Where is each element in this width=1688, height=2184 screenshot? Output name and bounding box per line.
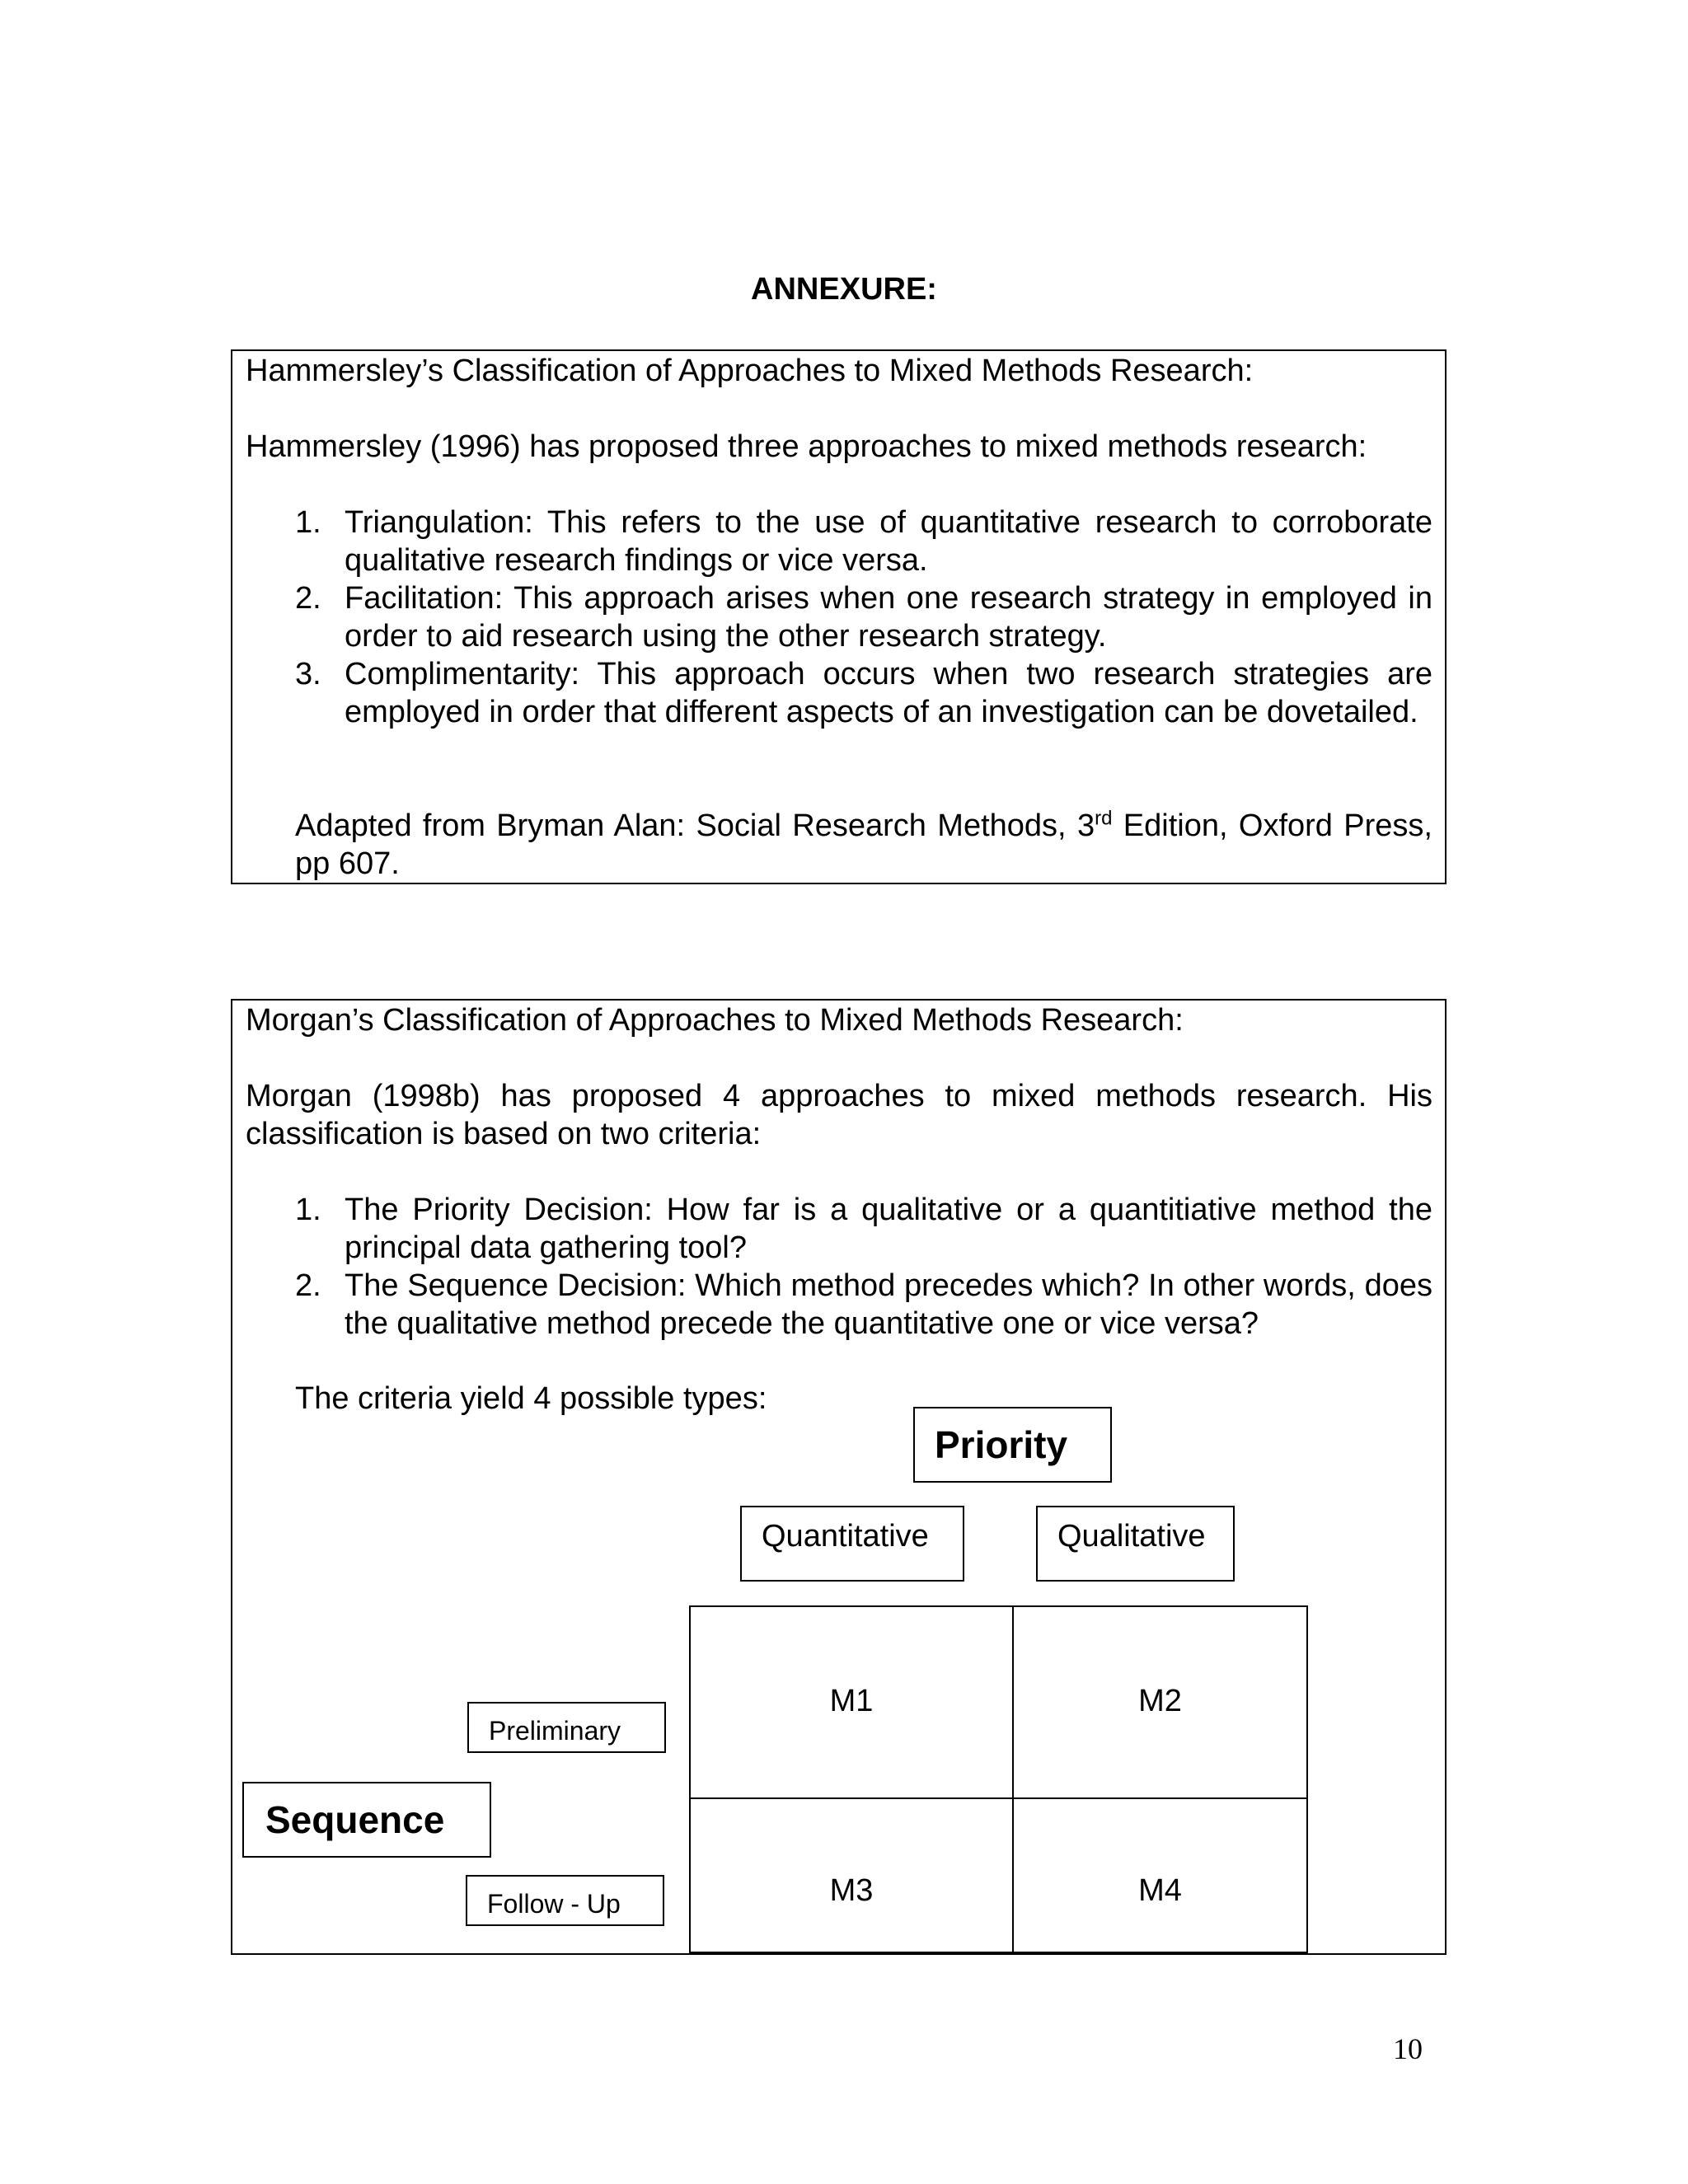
morgan-heading: Morgan’s Classification of Approaches to Mixed Methods Research: bbox=[246, 1003, 1184, 1038]
preliminary-box bbox=[467, 1702, 666, 1753]
sequence-label: Sequence bbox=[265, 1798, 445, 1841]
followup-box bbox=[466, 1875, 664, 1926]
priority-box bbox=[913, 1407, 1112, 1483]
morgan-intro: Morgan (1998b) has proposed 4 approaches to mixed methods research. His classification is based on two criteria: bbox=[246, 1079, 1432, 1151]
list-number: 3. bbox=[295, 657, 321, 691]
qualitative-box bbox=[1036, 1506, 1235, 1582]
hammersley-heading: Hammersley’s Classification of Approaches to Mixed Methods Research: bbox=[246, 354, 1254, 388]
quantitative-box bbox=[740, 1506, 964, 1582]
matrix-cell-m2: M2 bbox=[1138, 1684, 1182, 1718]
list-text: Complimentarity: This approach occurs when two research strategies are employed in order that different aspects of an investigation can be dovetailed. bbox=[345, 657, 1432, 729]
list-number: 2. bbox=[295, 1268, 321, 1303]
source-text: Adapted from Bryman Alan: Social Research Methods, 3 bbox=[295, 808, 1095, 843]
priority-label: Priority bbox=[935, 1423, 1068, 1466]
list-text: Triangulation: This refers to the use of quantitative research to corroborate qualitative research findings or vice versa. bbox=[345, 505, 1432, 578]
matrix-cell-m4: M4 bbox=[1138, 1873, 1182, 1908]
qualitative-label: Qualitative bbox=[1057, 1519, 1206, 1554]
source-text-end: Edition, Oxford Press, pp 607. bbox=[295, 808, 1432, 881]
hammersley-source bbox=[295, 807, 1432, 883]
list-text: Facilitation: This approach arises when one research strategy in employed in order to aid research using the other research strategy. bbox=[345, 581, 1432, 654]
list-number: 1. bbox=[295, 1193, 321, 1227]
types-text: The criteria yield 4 possible types: bbox=[295, 1381, 767, 1416]
list-number: 1. bbox=[295, 505, 321, 540]
sequence-box bbox=[242, 1782, 491, 1858]
matrix-cell-m1: M1 bbox=[829, 1684, 874, 1718]
matrix-horizontal-divider bbox=[691, 1797, 1306, 1799]
followup-label: Follow - Up bbox=[487, 1889, 621, 1919]
source-superscript: rd bbox=[1095, 807, 1113, 830]
hammersley-intro: Hammersley (1996) has proposed three approaches to mixed methods research: bbox=[246, 429, 1367, 464]
matrix-cell-m3: M3 bbox=[829, 1873, 874, 1908]
list-number: 2. bbox=[295, 581, 321, 616]
quantitative-label: Quantitative bbox=[762, 1519, 929, 1554]
page-number: 10 bbox=[1393, 2032, 1423, 2065]
preliminary-label: Preliminary bbox=[489, 1716, 621, 1746]
list-text: The Priority Decision: How far is a qualitative or a quantitiative method the principal data gathering tool? bbox=[345, 1193, 1432, 1265]
type-matrix bbox=[689, 1605, 1308, 1953]
page-title: ANNEXURE: bbox=[751, 272, 937, 307]
list-text: The Sequence Decision: Which method precedes which? In other words, does the qualitative method precede the quantitative one or vice versa? bbox=[345, 1268, 1432, 1341]
